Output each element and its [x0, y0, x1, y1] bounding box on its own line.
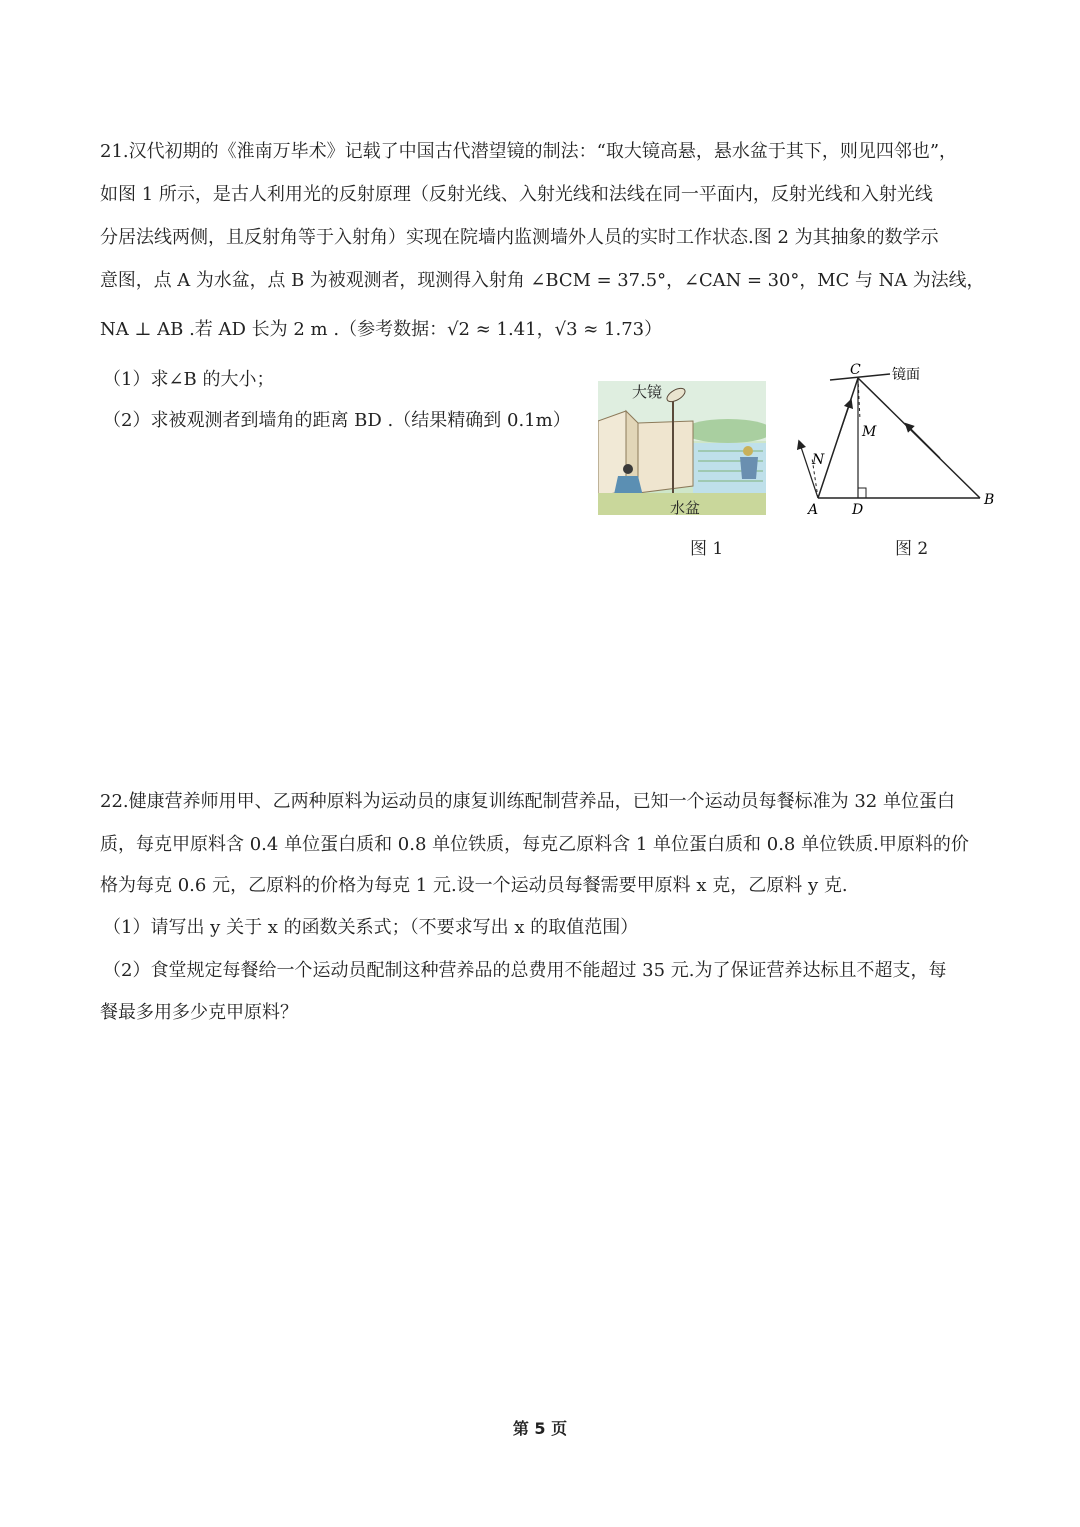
q22-subquestion-2-line-2: 餐最多用多少克甲原料？ — [100, 1002, 298, 1023]
page-number: 第 5 页 — [512, 1419, 568, 1438]
figure-1-caption: 图 1 — [690, 539, 724, 559]
label-D: D — [852, 502, 864, 518]
figure-2-caption: 图 2 — [895, 539, 929, 559]
q21-line-3: 分居法线两侧，且反射角等于入射角）实现在院墙内监测墙外人员的实时工作状态.图 2 为其抽象的数学示 — [100, 227, 939, 248]
figure-1-illustration — [598, 381, 766, 515]
q22-line-3: 格为每克 0.6 元，乙原料的价格为每克 1 元.设一个运动员每餐需要甲原料 x 克，乙原料 y 克. — [100, 875, 848, 896]
q21-line-4: 意图，点 A 为水盆，点 B 为被观测者，现测得入射角 ∠BCM = 37.5°，∠CAN = 30°，MC 与 NA 为法线， — [100, 270, 985, 291]
label-N: N — [812, 452, 825, 468]
q22-line-1: 22.健康营养师用甲、乙两种原料为运动员的康复训练配制营养品，已知一个运动员每餐标准为 32 单位蛋白 — [100, 791, 955, 812]
label-C: C — [850, 362, 861, 378]
q21-subquestion-2: （2）求被观测者到墙角的距离 BD .（结果精确到 0.1m） — [103, 410, 571, 431]
label-M: M — [862, 424, 877, 440]
q22-subquestion-2-line-1: （2）食堂规定每餐给一个运动员配制这种营养品的总费用不能超过 35 元.为了保证营养达标且不超支，每 — [103, 960, 947, 981]
figure-2-diagram — [790, 358, 1000, 518]
label-B: B — [984, 492, 995, 508]
q22-line-2: 质，每克甲原料含 0.4 单位蛋白质和 0.8 单位铁质，每克乙原料含 1 单位蛋白质和 0.8 单位铁质.甲原料的价 — [100, 834, 969, 855]
fig1-basin-label: 水盆 — [670, 499, 701, 515]
label-A: A — [808, 502, 819, 518]
q21-line-5: NA ⊥ AB .若 AD 长为 2 m .（参考数据：√2 ≈ 1.41，√3 ≈ 1.73） — [100, 319, 663, 340]
q22-subquestion-1: （1）请写出 y 关于 x 的函数关系式；（不要求写出 x 的取值范围） — [103, 917, 639, 938]
q21-line-1: 21.汉代初期的《淮南万毕术》记载了中国古代潜望镜的制法：“取大镜高悬，悬水盆于其下，则见四邻也”， — [100, 141, 958, 162]
label-mirror: 镜面 — [892, 367, 920, 383]
q21-line-2: 如图 1 所示，是古人利用光的反射原理（反射光线、入射光线和法线在同一平面内，反射光线和入射光线 — [100, 184, 933, 205]
fig1-mirror-label: 大镜 — [632, 383, 663, 401]
q21-subquestion-1: （1）求∠B 的大小； — [103, 369, 275, 390]
